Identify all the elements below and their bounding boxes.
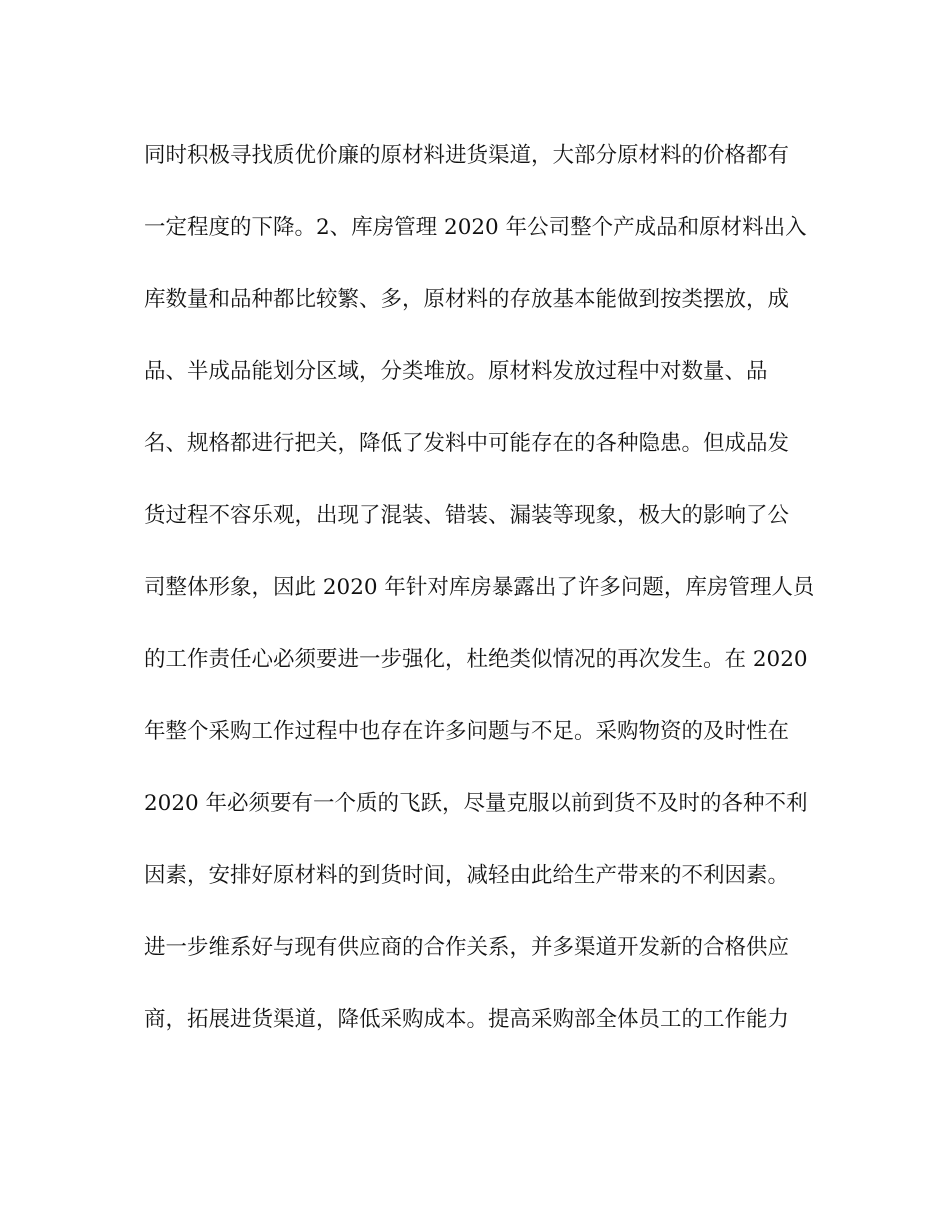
body-text-line: 同时积极寻找质优价廉的原材料进货渠道，大部分原材料的价格都有	[144, 143, 790, 168]
body-text-line: 货过程不容乐观，出现了混装、错装、漏装等现象，极大的影响了公	[144, 503, 790, 528]
body-text-line: 的工作责任心必须要进一步强化，杜绝类似情况的再次发生。在 2020	[144, 647, 808, 672]
body-text-line: 品、半成品能划分区域，分类堆放。原材料发放过程中对数量、品	[144, 359, 768, 384]
body-text-line: 库数量和品种都比较繁、多，原材料的存放基本能做到按类摆放，成	[144, 287, 790, 312]
body-text-line: 一定程度的下降。2、库房管理 2020 年公司整个产成品和原材料出入	[144, 215, 807, 240]
body-text-line: 进一步维系好与现有供应商的合作关系，并多渠道开发新的合格供应	[144, 935, 790, 960]
body-text-line: 名、规格都进行把关，降低了发料中可能存在的各种隐患。但成品发	[144, 431, 790, 456]
body-text-line: 商，拓展进货渠道，降低采购成本。提高采购部全体员工的工作能力	[144, 1007, 790, 1032]
body-text-line: 因素，安排好原材料的到货时间，减轻由此给生产带来的不利因素。	[144, 863, 790, 888]
body-text-line: 司整体形象，因此 2020 年针对库房暴露出了许多问题，库房管理人员	[144, 575, 815, 600]
body-text-line: 年整个采购工作过程中也存在许多问题与不足。采购物资的及时性在	[144, 719, 790, 744]
body-text-line: 2020 年必须要有一个质的飞跃，尽量克服以前到货不及时的各种不利	[144, 791, 808, 816]
